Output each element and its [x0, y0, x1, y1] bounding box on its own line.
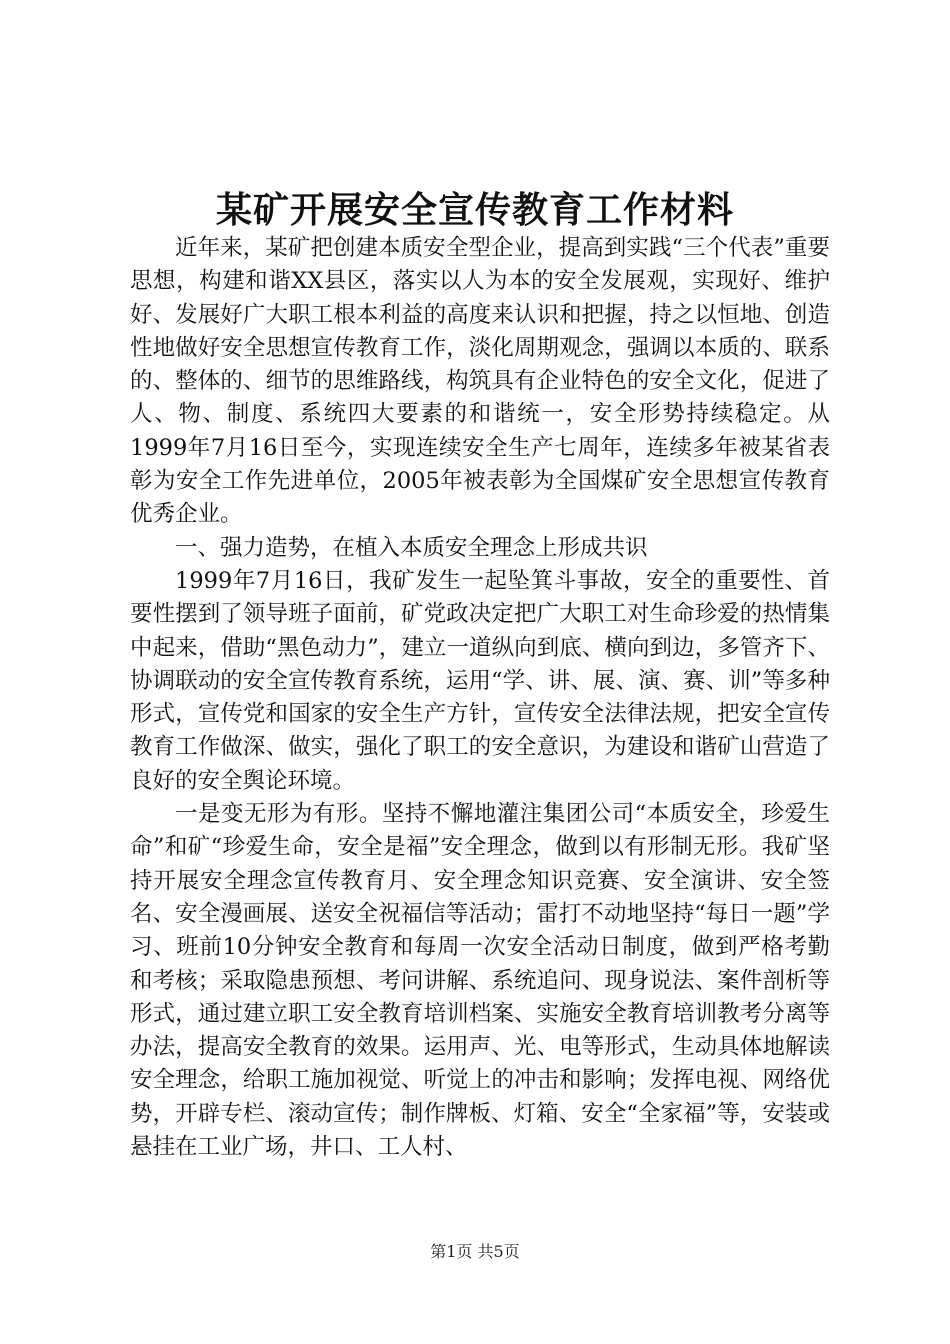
paragraph-point-1: 一是变无形为有形。坚持不懈地灌注集团公司“本质安全，珍爱生命”和矿“珍爱生命，安全是福”安全理念，做到以有形制无形。我矿坚持开展安全理念宣传教育月、安全理念知识竞赛、安全演讲、安全签名、安全漫画展、送安全祝福信等活动；雷打不动地坚持“每日一题”学习、班前10分钟安全教育和每周一次安全活动日制度，做到严格考勤和考核；采取隐患预想、考问讲解、系统追问、现身说法、案件剖析等形式，通过建立职工安全教育培训档案、实施安全教育培训教考分离等办法，提高安全教育的效果。运用声、光、电等形式，生动具体地解读安全理念，给职工施加视觉、听觉上的冲击和影响；发挥电视、网络优势，开辟专栏、滚动宣传；制作牌板、灯箱、安全“全家福”等，安装或悬挂在工业广场，井口、工人村、 — [130, 801, 830, 1161]
document-title: 某矿开展安全宣传教育工作材料 — [215, 189, 734, 231]
document-body — [130, 232, 830, 1164]
section-heading-1: 一、强力造势，在植入本质安全理念上形成共识 — [175, 534, 648, 561]
paragraph-section-1: 1999年7月16日，我矿发生一起坠箕斗事故，安全的重要性、首要性摆到了领导班子面前，矿党政决定把广大职工对生命珍爱的热情集中起来，借助“黑色动力”，建立一道纵向到底、横向到边，多管齐下、协调联动的安全宣传教育系统，运用“学、讲、展、演、赛、训”等多种形式，宣传党和国家的安全生产方针，宣传安全法律法规，把安全宣传教育工作做深、做实，强化了职工的安全意识，为建设和谐矿山营造了良好的安全舆论环境。 — [130, 567, 830, 794]
page-number-footer: 第1页 共5页 — [430, 1242, 520, 1261]
paragraph-intro: 近年来，某矿把创建本质安全型企业，提高到实践“三个代表”重要思想，构建和谐XX县区，落实以人为本的安全发展观，实现好、维护好、发展好广大职工根本利益的高度来认识和把握，持之以恒地、创造性地做好安全思想宣传教育工作，淡化周期观念，强调以本质的、联系的、整体的、细节的思维路线，构筑具有企业特色的安全文化，促进了人、物、制度、系统四大要素的和谐统一，安全形势持续稳定。从1999年7月16日至今，实现连续安全生产七周年，连续多年被某省表彰为安全工作先进单位，2005年被表彰为全国煤矿安全思想宣传教育优秀企业。 — [130, 235, 830, 528]
